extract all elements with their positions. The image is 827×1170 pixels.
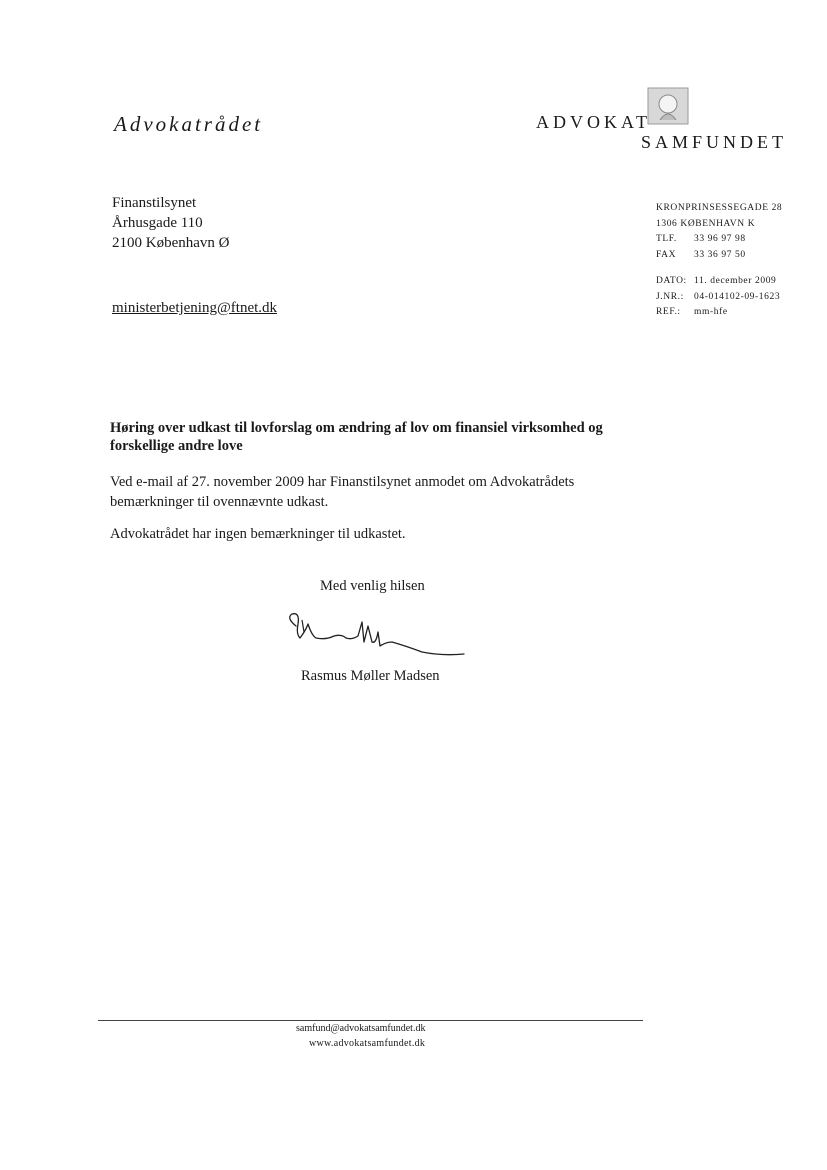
- journal-number-value: 04-014102-09-1623: [694, 291, 781, 302]
- reference-label: REF.:: [656, 307, 681, 317]
- addressee-name: Finanstilsynet: [112, 195, 197, 211]
- phone-label: TLF.: [656, 234, 677, 244]
- journal-number-row: [656, 290, 782, 306]
- addressee-email-link[interactable]: ministerbetjening@ftnet.dk: [112, 300, 278, 316]
- sender-fax-row: [656, 248, 782, 264]
- handwritten-signature: [282, 612, 467, 664]
- footer-divider: [98, 1020, 643, 1021]
- date-row: [656, 274, 782, 290]
- footer-email-link[interactable]: samfund@advokatsamfundet.dk: [296, 1023, 426, 1034]
- letter-paragraph-1: Ved e-mail af 27. november 2009 har Finanstilsynet anmodet om Advokatrådets bemærkninger til ovennævnte udkast.: [110, 474, 575, 510]
- date-label: DATO:: [656, 276, 687, 286]
- signer-name: Rasmus Møller Madsen: [301, 668, 440, 684]
- letterhead-title: Advokatrådet: [114, 112, 264, 136]
- advokatsamfundet-logo-icon: [646, 86, 690, 126]
- brand-logo: [536, 86, 796, 156]
- letter-closing: Med venlig hilsen: [320, 578, 425, 594]
- journal-number-label: J.NR.:: [656, 291, 684, 302]
- sender-postal: 1306 KØBENHAVN K: [656, 218, 756, 229]
- reference-value: mm-hfe: [694, 307, 728, 317]
- addressee-city: 2100 København Ø: [112, 235, 230, 251]
- sender-info-block: [656, 201, 782, 321]
- reference-row: [656, 305, 782, 321]
- sender-phone-row: [656, 232, 782, 248]
- brand-word-advokat: ADVOKAT: [536, 112, 651, 132]
- date-value: 11. december 2009: [694, 276, 777, 286]
- letter-subject: Høring over udkast til lovforslag om ændring af lov om finansiel virksomhed og forskellige andre love: [110, 420, 603, 454]
- addressee-street: Århusgade 110: [112, 215, 203, 231]
- phone-value: 33 96 97 98: [694, 234, 746, 244]
- addressee-block: [112, 193, 229, 253]
- fax-label: FAX: [656, 249, 677, 260]
- footer-website-link[interactable]: www.advokatsamfundet.dk: [309, 1038, 426, 1049]
- fax-value: 33 36 97 50: [694, 249, 746, 260]
- letter-paragraph-2: Advokatrådet har ingen bemærkninger til udkastet.: [110, 526, 406, 542]
- sender-street: KRONPRINSESSEGADE 28: [656, 203, 783, 213]
- brand-word-samfundet: SAMFUNDET: [641, 132, 788, 152]
